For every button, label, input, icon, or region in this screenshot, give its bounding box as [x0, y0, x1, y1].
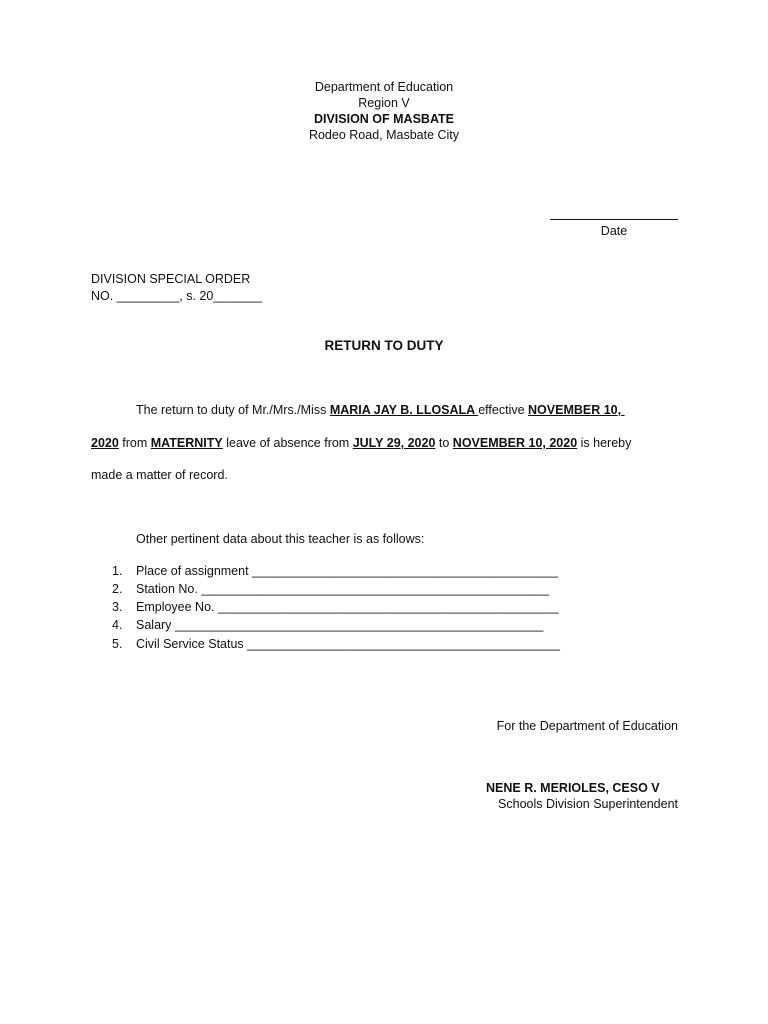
- list-number: 3.: [112, 600, 123, 614]
- list-item: [112, 618, 543, 632]
- body-text: The return to duty of Mr./Mrs./Miss: [136, 403, 330, 417]
- order-title: DIVISION SPECIAL ORDER: [91, 272, 251, 286]
- date-label: Date: [600, 224, 628, 238]
- body-line-3: made a matter of record.: [91, 468, 228, 482]
- body-text: to: [435, 436, 453, 450]
- list-blank: _____________________________________________________: [174, 618, 544, 632]
- list-number: 4.: [112, 618, 123, 632]
- document-title: RETURN TO DUTY: [324, 338, 444, 353]
- list-number: 5.: [112, 637, 123, 651]
- effective-date-part1: NOVEMBER 10,: [528, 403, 625, 417]
- list-number: 2.: [112, 582, 123, 596]
- header-department: Department of Education: [314, 80, 454, 94]
- list-label: Station No.: [136, 582, 202, 596]
- pertinent-intro: Other pertinent data about this teacher is as follows:: [136, 532, 425, 546]
- leave-to-date: NOVEMBER 10, 2020: [452, 436, 578, 450]
- signatory-title: Schools Division Superintendent: [498, 797, 678, 811]
- effective-date-part2: 2020: [91, 436, 119, 450]
- header-address: Rodeo Road, Masbate City: [308, 128, 460, 142]
- body-line-2: [91, 436, 631, 450]
- body-text: leave of absence from: [222, 436, 353, 450]
- body-text: effective: [478, 403, 529, 417]
- order-year-blank: _______: [213, 289, 262, 303]
- order-number: [91, 289, 262, 303]
- signatory-name: NENE R. MERIOLES, CESO V: [486, 781, 660, 795]
- list-label: Employee No.: [136, 600, 218, 614]
- order-series: , s. 20: [179, 289, 214, 303]
- closing-for-line: For the Department of Education: [496, 719, 678, 733]
- list-label: Place of assignment: [136, 564, 253, 578]
- list-item: [112, 564, 558, 578]
- leave-type: MATERNITY: [150, 436, 223, 450]
- list-item: [112, 637, 560, 651]
- list-label: Salary: [136, 618, 175, 632]
- list-label: Civil Service Status: [136, 637, 248, 651]
- list-blank: ____________________________________________: [252, 564, 558, 578]
- teacher-name: MARIA JAY B. LLOSALA: [329, 403, 479, 417]
- list-blank: __________________________________________________: [201, 582, 549, 596]
- body-line-1: [136, 403, 625, 417]
- order-no-prefix: NO.: [91, 289, 117, 303]
- list-blank: _____________________________________________: [247, 637, 560, 651]
- leave-from-date: JULY 29, 2020: [352, 436, 436, 450]
- header-region: Region V: [358, 96, 410, 110]
- header-division: DIVISION OF MASBATE: [313, 112, 455, 126]
- body-text: is hereby: [577, 436, 632, 450]
- list-item: [112, 582, 549, 596]
- body-text: from: [118, 436, 151, 450]
- list-blank: _________________________________________________: [217, 600, 559, 614]
- date-blank-line: [550, 219, 678, 220]
- list-number: 1.: [112, 564, 123, 578]
- order-no-blank: _________: [116, 289, 180, 303]
- list-item: [112, 600, 559, 614]
